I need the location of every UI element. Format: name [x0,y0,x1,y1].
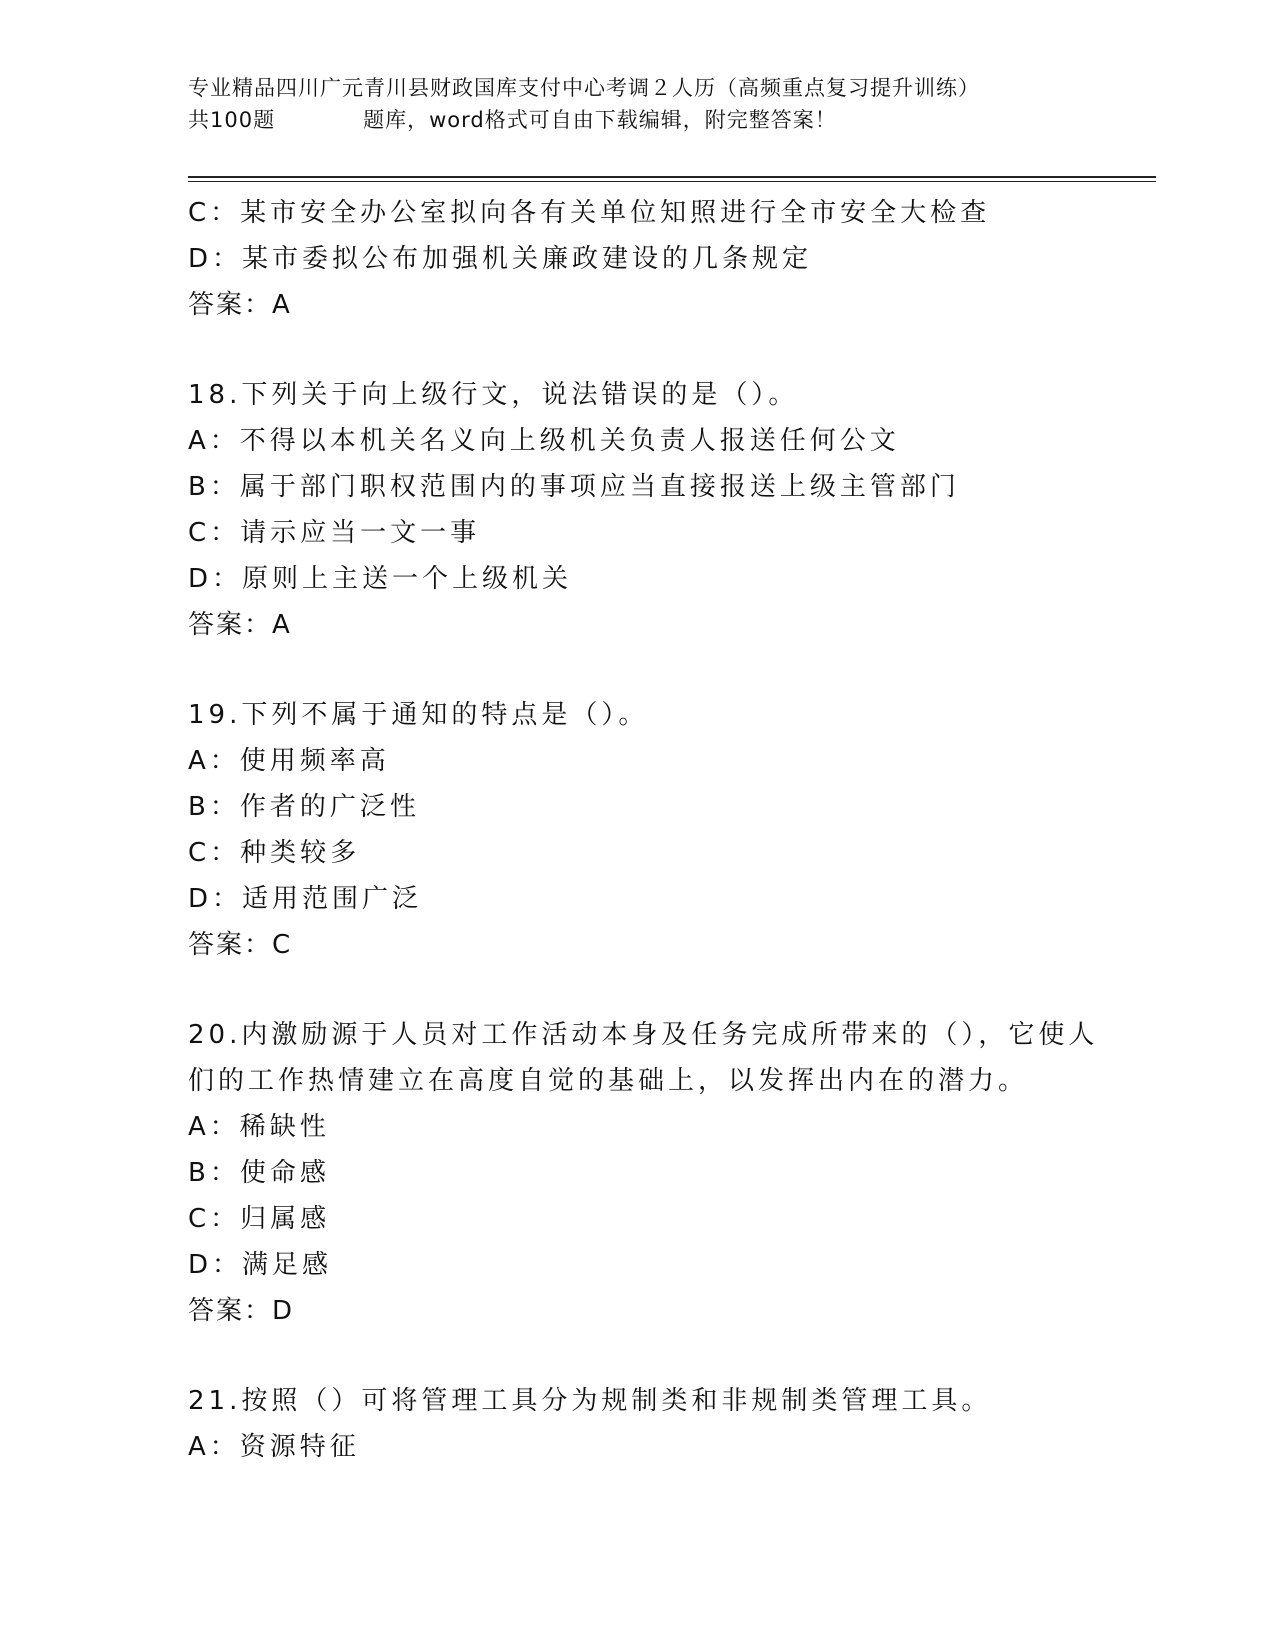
option-c: C：种类较多 [188,838,361,868]
option-a: A：不得以本机关名义向上级机关负责人报送任何公文 [188,426,900,456]
option-d: D：某市委拟公布加强机关廉政建设的几条规定 [188,244,813,274]
header-description: 题库，word格式可自由下载编辑，附完整答案！ [363,108,837,132]
question-list [188,190,1099,1470]
document-header [188,72,1088,136]
option-b: B：使命感 [188,1158,330,1188]
option-a: A：稀缺性 [188,1112,330,1142]
header-divider-thin [188,181,1156,182]
question-18 [188,372,1088,648]
question-stem-line1: 20.内激励源于人员对工作活动本身及任务完成所带来的（），它使人 [188,1020,1099,1050]
header-title-line2 [188,104,1088,136]
question-17 [188,190,1088,328]
option-c: C：归属感 [188,1204,331,1234]
question-19 [188,692,1088,968]
question-stem: 21.按照（）可将管理工具分为规制类和非规制类管理工具。 [188,1386,992,1416]
option-a: A：资源特征 [188,1432,360,1462]
question-stem: 19.下列不属于通知的特点是（）。 [188,700,649,730]
header-divider-thick [188,176,1156,178]
question-stem-line2: 们的工作热情建立在高度自觉的基础上，以发挥出内在的潜力。 [188,1066,1029,1096]
question-20 [188,1012,1099,1334]
option-c: C：某市安全办公室拟向各有关单位知照进行全市安全大检查 [188,198,991,228]
option-c: C：请示应当一文一事 [188,518,481,548]
option-b: B：作者的广泛性 [188,792,420,822]
header-question-count: 共100题 [188,108,276,132]
header-title-line1: 专业精品四川广元青川县财政国库支付中心考调２人历（高频重点复习提升训练） [188,76,980,100]
option-d: D：原则上主送一个上级机关 [188,564,573,594]
question-stem: 18.下列关于向上级行文，说法错误的是（）。 [188,380,799,410]
option-a: A：使用频率高 [188,746,390,776]
option-d: D：适用范围广泛 [188,884,423,914]
answer-line: 答案：C [188,930,293,960]
answer-line: 答案：A [188,290,292,320]
answer-line: 答案：A [188,610,292,640]
option-b: B：属于部门职权范围内的事项应当直接报送上级主管部门 [188,472,960,502]
option-d: D：满足感 [188,1250,333,1280]
answer-line: 答案：D [188,1296,295,1326]
question-21 [188,1378,1088,1470]
